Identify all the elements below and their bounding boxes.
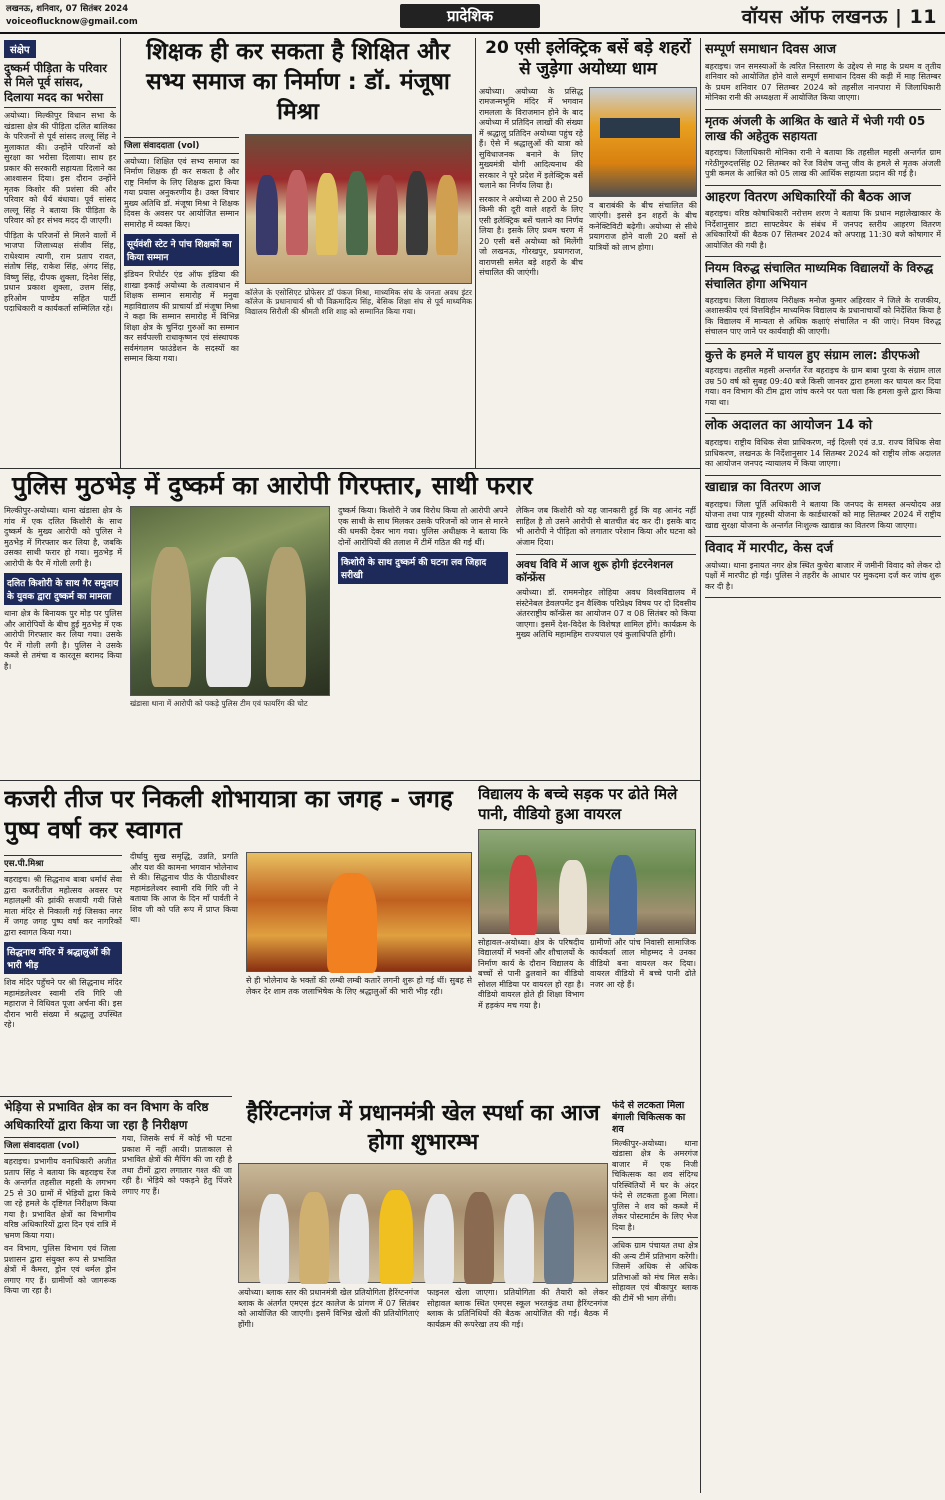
brief-body: बहराइच। जिला विद्यालय निरीक्षक मनोज कुमार अहिरवार ने जिले के राजकीय, अशासकीय एवं वित्तविहीन माध्यमिक विद्यालय के प्रधानाचार्यों को निर्देशित किया है कि विद्यालय में मान्यता से अधिक कक्षाएं संचालित न की जाएं। नियम विरुद्ध संचालन पाए जाने पर कार्यवाही की जाएगी। [705,295,941,337]
brief-tag: संक्षेप [4,40,36,58]
article-body: बहराइच। श्री सिद्धनाथ बाबा धर्मार्थ सेवा द्वारा कजरीतीज महोत्सव अवसर पर महालक्ष्मी की झांकी सजायी गयी जिसे माता मंदिर से निकाली गई जिसका नगर में जगह जगह पुष्प वर्षा कर नागरिकों द्वारा स्वागत किया गया। [4,875,122,937]
article-body: वन विभाग, पुलिस विभाग एवं जिला प्रशासन द्वारा संयुक्त रूप से प्रभावित क्षेत्रों में कैमरा, ड्रोन एवं थर्मल ड्रोन लगाए गए हैं। ग्रामीणों को जागरूक किया जा रहा है। [4,1244,116,1295]
story-school [478,784,696,1094]
masthead [0,0,945,34]
brief-item [705,257,941,343]
brief-body: बहराइच। तहसील महसी अन्तर्गत रेंज बहराइच के ग्राम बाबा पुरवा के संग्राम लाल उम्र 50 वर्ष को सुबह 09:40 बजे किसी जानवर द्वारा हमला कर घायल कर दिया गया। वन विभाग की टीम द्वारा जांच करने पर पता चला कि हमला कुत्ते द्वारा किया गया था। [705,366,941,407]
divider [0,1096,232,1097]
page-number: 11 [909,6,937,28]
brief-headline: लोक अदालत का आयोजन 14 को [705,418,873,434]
story-wolf [4,1098,232,1496]
dateline: जिला संवाददाता (vol) [4,1137,116,1154]
headline: पुलिस मुठभेड़ में दुष्कर्म का आरोपी गिरफ्तार, साथी फरार [12,472,533,500]
article-body: अयोध्या। शिक्षित एवं सभ्य समाज का निर्माण शिक्षक ही कर सकता है और राष्ट्र निर्माण के लिए शिक्षक द्वारा किया गया प्रयास अनुकरणीय है। उक्त विचार मुख्य अतिथि डॉ. मंजूषा मिश्रा ने शिक्षक दिवस के अवसर पर आयोजित सम्मान समारोह में व्यक्त किए। [124,156,239,229]
headline: शिक्षक ही कर सकता है शिक्षित और सभ्य समाज का निर्माण : डॉ. मंजूषा मिश्रा [146,39,450,125]
headline: दुष्कर्म पीड़िता के परिवार से मिले पूर्व सांसद, [4,61,107,90]
divider [0,780,700,781]
headline: कजरी तीज पर निकली शोभायात्रा का जगह - जगह पुष्प वर्षा कर स्वागत [4,785,453,845]
divider [475,38,476,468]
brief-body: बहराइच। जिला पूर्ति अधिकारी ने बताया कि जनपद के समस्त अन्त्योदय अन्न योजना तथा पात्र गृहस्थी योजना के कार्डधारकों को माह सितम्बर 2024 में राष्ट्रीय खाद्य सुरक्षा योजना के अन्तर्गत निःशुल्क खाद्यान्न का वितरण किया जाएगा। [705,499,941,530]
brief-headline: विवाद में मारपीट, केस दर्ज [705,541,833,557]
article-body: गया, जिसके सर्च में कोई भी घटना प्रकाश में नहीं आयी। प्रातःकाल से प्रभावित क्षेत्रों की मैपिंग की जा रही है तथा टीमों द्वारा लगातार गश्त की जा रही है। भेड़िये को पकड़ने हेतु पिंजरे लगाए गए हैं। [122,1134,232,1196]
dateline-block [6,3,138,29]
article-body: सरकार ने अयोध्या से 200 से 250 किमी की दूरी वाले शहरों के लिए एसी इलेक्ट्रिक बसें चलाने का निर्णय लिया है। इसके लिए प्रथम चरण में 20 एसी बसें अयोध्या को मिलेंगी जो लखनऊ, गोरखपुर, प्रयागराज, वाराणसी समेत बड़े शहरों के बीच संचालित की जाएंगी। [479,194,583,277]
brief-body: बहराइच। जन समस्याओं के त्वरित निस्तारण के उद्देश्य से माह के प्रथम व तृतीय शनिवार को आयोजित होने वाले सम्पूर्ण समाधान दिवस की कड़ी में माह सितम्बर के प्रथम शनिवार 07 सितम्बर 2024 को तहसील नानपारा में जिलाधिकारी मोनिका रानी की अध्यक्षता में आयोजित किया जाएगा। [705,61,941,103]
headline: हैरिंग्टनगंज में प्रधानमंत्री खेल स्पर्धा का आज होगा शुभारम्भ [246,1101,600,1155]
article-body: फाइनल खेला जाएगा। प्रतियोगिता की तैयारी को लेकर सोहावल ब्लाक स्थित एमएस स्कूल भरतकुंड तथा हैरिंग्टनगंज ब्लाक के प्रतिनिधियों की बैठक आयोजित की गई। बैठक में कार्यक्रम की रूपरेखा तय की गई। [427,1288,608,1329]
article-body: शिव मंदिर पहुँचने पर श्री सिद्धनाथ मंदिर महामंडलेश्वर स्वामी रवि गिरि जी महाराज ने विधिवत पूजा अर्चना की। इस दौरान भारी संख्या में श्रद्धालु उपस्थित रहे। [4,978,122,1030]
brief-headline: आहरण वितरण अधिकारियों की बैठक आज [705,189,911,205]
story-kajri [4,784,472,1094]
article-body: अधिक ग्राम पंचायत तथा क्षेत्र की अन्य टीमें प्रतिभाग करेंगी। जिसमें अधिक से अधिक प्रतिभाओं को मंच मिल सके। सोहावल एवं बीकापुर ब्लाक की टीमें भी भाग लेंगी। [612,1237,698,1304]
article-body: सोहावल-अयोध्या। क्षेत्र के परिषदीय विद्यालयों में भवनों और शौचालयों के निर्माण कार्य के दौरान विद्यालय के बच्चों से पानी ढुलवाने का वीडियो सोशल मीडिया पर वायरल हो रहा है। वीडियो वायरल होते ही शिक्षा विभाग में हड़कंप मच गया है। [478,937,584,1010]
headline: भेड़िया से प्रभावित क्षेत्र का वन विभाग के वरिष्ठ अधिकारियों द्वारा किया जा रहा है निरीक्षण [4,1100,209,1132]
story-doctor [612,1100,698,1495]
article-body: इंडियन रिपोर्टर एंड ऑफ इंडिया की शाखा इकाई अयोध्या के तत्वावधान में शिक्षक सम्मान समारोह में मनुवा महाविद्यालय की प्राचार्या डॉ मंजूषा मिश्रा ने कहा कि सम्मान समारोह में विभिन्न शिक्षा क्षेत्र के चुनिंदा गुरुओं का सम्मान कर सर्वपल्ली राधाकृष्णन एवं संस्थापक सर्वमंगलम फाउंडेशन के सदस्यों का सम्मान किया गया। [124,270,239,364]
arrest-photo [130,506,330,696]
brief-headline: सम्पूर्ण समाधान दिवस आज [705,42,837,57]
dateline: एस.पी.मिश्रा [4,855,122,872]
subhead: सूर्यवंशी स्टेट ने पांच शिक्षकों का किया सम्मान [124,234,239,266]
headline-secondary: दिलाया मदद का भरोसा [4,90,116,108]
divider [120,38,121,468]
brief-body: बहराइच। वरिष्ठ कोषाधिकारी नरोत्तम शरण ने बताया कि प्रधान महालेखाकार के निर्देशानुसार डाटा साफ्टवेयर के संबंध में जनपद स्तरीय आहरण वितरण अधिकारियों की बैठक 07 सितम्बर 2024 को अपराह्न 11:30 बजे कोषागार में आयोजित की गयी है। [705,209,941,250]
article-body: थाना क्षेत्र के बिनायक पुर मोड़ पर पुलिस और आरोपियों के बीच हुई मुठभेड़ में एक आरोपी गिरफ्तार कर लिया गया। उसके पैर में गोली लगी है। पुलिस ने उसके कब्जे से तमंचा व कारतूस बरामद किया है। [4,609,122,671]
brief-body: बहराइच। राष्ट्रीय विधिक सेवा प्राधिकरण, नई दिल्ली एवं उ.प्र. राज्य विधिक सेवा प्राधिकरण, लखनऊ के निर्देशानुसार 14 सितम्बर 2024 को राष्ट्रीय लोक अदालत का आयोजन जनपद न्यायालय में किया जाएगा। [705,438,941,469]
article-body: मिल्कीपुर-अयोध्या। थाना खंडासा क्षेत्र के अमरगंज बाजार में एक निजी चिकित्सक का शव संदिग्ध परिस्थितियों में घर के अंदर फंदे से लटकता हुआ मिला। पुलिस ने शव को कब्जे में लेकर पोस्टमार्टम के लिए भेज दिया है। [612,1138,698,1232]
brief-item [705,344,941,415]
brief-headline: नियम विरुद्ध संचालित माध्यमिक विद्यालयों के विरुद्ध संचालित होगा अभियान [705,261,934,292]
brief-item [705,414,941,475]
photo-caption: खंडासा थाना में आरोपी को पकड़े पुलिस टीम एवं फायरिंग की चोट [130,699,308,708]
article-body: बहराइच। प्रभागीय वनाधिकारी अजीत प्रताप सिंह ने बताया कि बहराइच रेंज के अन्तर्गत तहसील महसी के लगभग 25 से 30 ग्रामों में भेड़ियों द्वारा किये जा रहे हमले के दृष्टिगत निरीक्षण किया गया है। प्रभावित क्षेत्रों का विभागीय वरिष्ठ अधिकारियों द्वारा दिन एवं रात्रि में भ्रमण किया गया। [4,1157,116,1240]
brief-headline: खाद्यान्न का वितरण आज [705,479,821,495]
divider [0,468,700,469]
brief-item [705,110,941,186]
conference-headline: अवध विवि में आज शुरू होगी इंटरनेशनल कॉन्फ्रेंस [516,559,674,585]
article-body: अयोध्या। ब्लाक स्तर की प्रधानमंत्री खेल प्रतियोगिता हैरिंग्टनगंज ब्लाक के अंतर्गत एमएस इंटर कालेज के प्रांगण में 07 सितंबर को आयोजित की जाएगी। इसमें विभिन्न खेलों की प्रतियोगिताएं होंगी। [238,1288,419,1329]
article-body: ग्रामीणों और पांच निवासी सामाजिक कार्यकर्ता लाल मोहम्मद ने उनका वीडियो बना वायरल कर दिया। वायरल वीडियो में बच्चे पानी ढोते नजर आ रहे हैं। [590,937,696,989]
meeting-photo [238,1163,608,1283]
subhead: दलित किशोरी के साथ गैर समुदाय के युवक द्वारा दुष्कर्म का मामला [4,573,122,605]
divider [700,38,701,1493]
paper-name: वॉयस ऑफ लखनऊ [741,6,888,28]
bus-photo [589,87,697,197]
article-body: अयोध्या। मिल्कीपुर विधान सभा के खंडासा क्षेत्र की पीड़िता दलित बालिका के परिजनों से पूर्व सांसद लल्लू सिंह ने मुलाकात की। उन्होंने परिजनों को सुरक्षा का भरोसा दिलाया। साथ हर प्रकार की सरकारी सहायता दिलाने का आश्वासन दिया। इस दौरान उन्होंने मृतक किशोर की प्रशंसा की और परिवार को धैर्य बंधाया। पूर्व सांसद लल्लू सिंह ने बताया कि पीड़िता के परिवार को हर संभव मदद दी जाएगी। [4,111,116,226]
article-body: अयोध्या। डॉ. राममनोहर लोहिया अवध विश्वविद्यालय में संस्टेनेबल डेवलपमेंट इन वैश्विक परिप्रेक्ष्य विषय पर दो दिवसीय अंतरराष्ट्रीय कॉन्फ्रेंस का आयोजन 07 व 08 सितंबर को किया जाएगा। इसमें देश-विदेश के विशेषज्ञ शामिल होंगे। कार्यक्रम के मुख्य अतिथि महामहिम राज्यपाल एवं कुलाधिपति होंगी। [516,588,696,640]
right-column [705,38,941,1496]
brief-item [705,537,941,598]
event-photo [245,134,472,284]
headline: फंदे से लटकता मिला बंगाली चिकित्सक का शव [612,1100,686,1135]
procession-photo [246,852,472,972]
article-body: व बाराबंकी के बीच संचालित की जाएंगी। इससे इन शहरों के बीच कनेक्टिविटी बढ़ेगी। अयोध्या से सीधे प्रयागराज होने वाली 20 बसों से यात्रियों को लाभ होगा। [589,200,697,252]
story-police [4,472,696,777]
paper-title: वॉयस ऑफ लखनऊ | 11 [741,6,937,28]
article-body: दीर्घायु सुख समृद्धि, उन्नति, प्रगति और यश की कामना भगवान भोलेनाथ से की। सिद्धनाथ पीठ के पीठाधीश्वर महामंडलेश्वर स्वामी रवि गिरि जी ने बताया कि आज के दिन माँ पार्वती ने शिव जी को पति रूप में प्राप्त किया था। [130,852,238,925]
brief-body: बहराइच। जिलाधिकारी मोनिका रानी ने बताया कि तहसील महसी अन्तर्गत ग्राम गरेठीगुरुदत्तसिंह 02 सितम्बर को रेंज विशेष जन्तु जीव के हमले से मृतक अंजली पुत्री कमल के आश्रित को 05 लाख की आर्थिक सहायता प्रदान की गई है। [705,148,941,179]
article-body: अयोध्या। अयोध्या के प्रसिद्ध रामजन्मभूमि मंदिर में भगवान रामलला के विराजमान होने के बाद अयोध्या में प्रतिदिन लाखों की संख्या में श्रद्धालु प्रतिदिन अयोध्या पहुंच रहे हैं। ऐसे में श्रद्धालुओं की यात्रा को सुविधाजनक बनाने के लिए मुख्यमंत्री योगी आदित्यनाथ की सरकार ने पूरे प्रदेश में इलेक्ट्रिक बसें चलाने का निर्णय लिया है। [479,86,583,190]
brief-item [705,476,941,537]
brief-item [705,186,941,258]
brief-headline: कुत्ते के हमले में घायल हुए संग्राम लाल: डीएफओ [705,347,920,362]
story-left [4,38,116,466]
story-teacher [124,38,472,466]
brief-item [705,38,941,110]
photo-caption: कॉलेज के एसोसिएट प्रोफेसर डॉ पंकज मिश्रा, माध्यमिक संघ के जनता अवध इंटर कॉलेज के प्रधानाचार्य श्री चौ विक्रमादित्य सिंह, बेसिक शिक्षा संघ से पूर्व माध्यमिक विद्यालय सिरौली की श्रीमती शशि शाह को सम्मानित किया गया। [245,287,472,316]
section-label: प्रादेशिक [400,4,540,28]
brief-headline: मृतक अंजली के आश्रित के खाते में भेजी गयी 05 लाख की अहेतुक सहायता [705,113,926,144]
subhead: सिद्धनाथ मंदिर में श्रद्धालुओं की भारी भीड़ [4,942,122,974]
story-bus [479,38,697,466]
school-photo [478,829,696,934]
article-body: से ही भोलेनाथ के भक्तों की लम्बी लम्बी कतारें लगनी शुरू हो गई थीं। सुबह से लेकर देर शाम तक जलाभिषेक के लिए श्रद्धालुओं की भारी भीड़ रही। [246,976,472,996]
dateline: लखनऊ, शनिवार, 07 सितंबर 2024 [6,4,129,14]
subhead: किशोरी के साथ दुष्कर्म की घटना लव जिहाद सरीखी [338,552,508,584]
brief-body: अयोध्या। थाना इनायत नगर क्षेत्र स्थित कुचेरा बाजार में जमीनी विवाद को लेकर दो पक्षों में मारपीट हो गई। पुलिस ने तहरीर के आधार पर मुकदमा दर्ज कर जांच शुरू कर दी है। [705,560,941,591]
headline: 20 एसी इलेक्ट्रिक बसें बड़े शहरों से जुड़ेगा अयोध्या धाम [485,38,691,80]
email: voiceoflucknow@gmail.com [6,17,138,27]
article-body: लेकिन जब किशोरी को यह जानकारी हुई कि वह आनंद नहीं साहिल है तो उसने आरोपी से बातचीत बंद कर दी। इसके बाद भी आरोपी ने पीड़िता को लगातार परेशान किया और घटना को अंजाम दिया। [516,506,696,547]
article-body: मिल्कीपुर-अयोध्या। थाना खंडासा क्षेत्र के गांव में एक दलित किशोरी के साथ दुष्कर्म के मुख्य आरोपी को पुलिस ने मुठभेड़ में गिरफ्तार कर लिया है, जबकि उसका साथी फरार हो गया। मुठभेड़ में आरोपी के पैर में गोली लगी है। [4,506,122,568]
article-body: पीड़िता के परिजनों से मिलने वालों में भाजपा जिलाध्यक्ष संजीव सिंह, राधेश्याम त्यागी, राम प्रताप रावत, संतोष सिंह, राकेश सिंह, अंगद सिंह, विष्णु सिंह, दीपक शुक्ला, दिनेश सिंह, प्रधान प्रकाश शुक्ला, उत्तम सिंह, हरिओम पाण्डेय सहित पार्टी पदाधिकारी व कार्यकर्ता सम्मिलित रहे। [4,230,116,314]
headline: विद्यालय के बच्चे सड़क पर ढोते मिले पानी, वीडियो हुआ वायरल [478,785,678,824]
article-body: दुष्कर्म किया। किशोरी ने जब विरोध किया तो आरोपी अपने एक साथी के साथ मिलकर उसके परिजनों को जान से मारने की धमकी देकर भाग गया। पुलिस अधीक्षक ने बताया कि दोनों आरोपियों की तलाश में टीमें गठित की गई थीं। [338,506,509,547]
dateline: जिला संवाददाता (vol) [124,137,239,154]
story-sports [238,1100,608,1495]
